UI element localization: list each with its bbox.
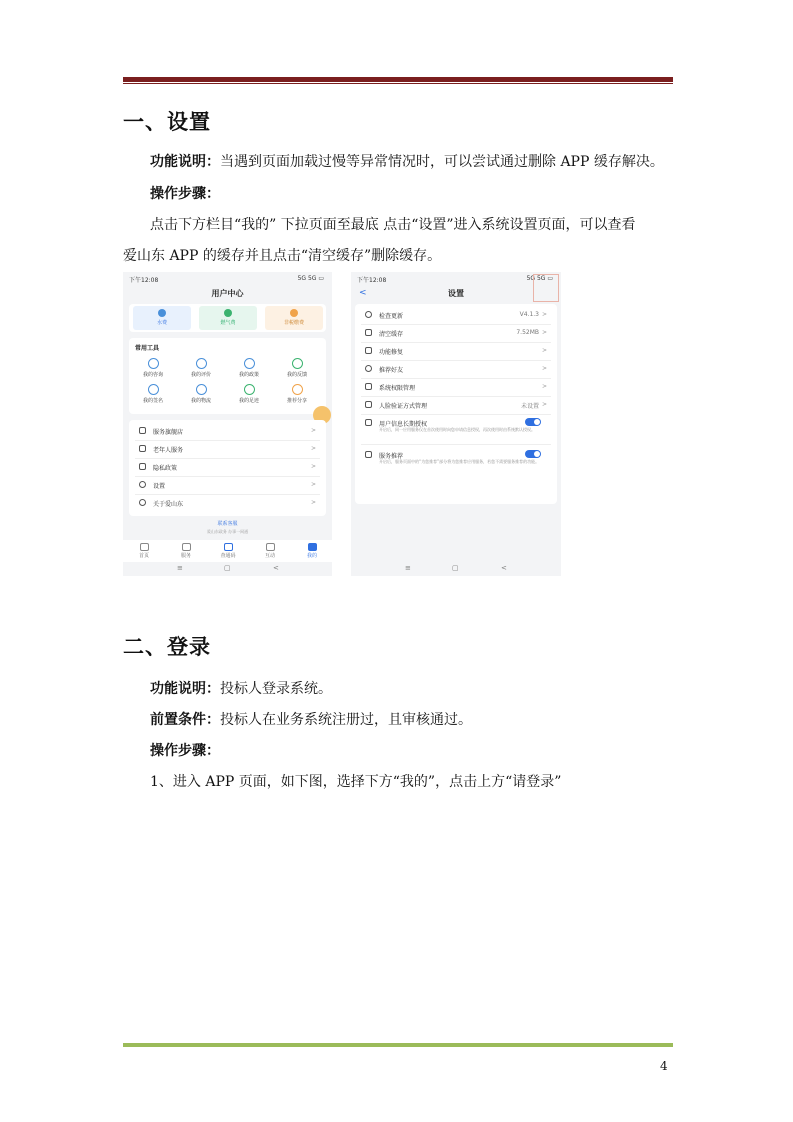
header-rule-thin: [123, 83, 673, 84]
status-signal: 5G 5G ▭: [526, 275, 553, 282]
tab-home[interactable]: 首页: [129, 543, 159, 559]
menu-card: [129, 420, 326, 516]
payment-card: [129, 304, 326, 332]
tool-logistics[interactable]: 我的物流: [181, 384, 221, 404]
header-rule: [123, 77, 673, 82]
user-icon: [308, 543, 317, 551]
back-nav-icon[interactable]: <: [501, 564, 507, 572]
menu-item-about[interactable]: 关于爱山东 >: [135, 494, 320, 512]
settings-card: [355, 304, 557, 504]
tab-mine[interactable]: 我的: [297, 543, 327, 559]
settings-check-update[interactable]: 检查更新 V4.1.3 >: [361, 306, 551, 325]
flame-icon: [224, 309, 232, 317]
settings-repair[interactable]: 功能修复 >: [361, 342, 551, 361]
func-text: 当遇到页面加载过慢等异常情况时，可以尝试通过删除 APP 缓存解决。: [220, 154, 664, 170]
tab-service[interactable]: 服务: [171, 543, 201, 559]
page-title: 设置: [448, 289, 464, 298]
tab-interact[interactable]: 互动: [255, 543, 285, 559]
settings-service-recommend: 服务推荐 开启后，服务页面中的“为您推荐”部分将为您推荐应用服务，若您不需要服务推荐的功能。: [361, 446, 551, 476]
steps-line-1: 点击下方栏目“我的” 下拉页面至最底 点击“设置”进入系统设置页面，可以查看: [150, 217, 636, 233]
person-icon: [365, 365, 372, 372]
water-drop-icon: [158, 309, 166, 317]
store-icon: [139, 427, 146, 434]
qr-icon: [224, 543, 233, 551]
truck-icon: [196, 384, 207, 395]
menu-item-elderly-service[interactable]: 老年人服务 >: [135, 440, 320, 459]
auth-description: 开启后，同一应用服务仅在首次使用时向您申请信息授权，再次使用时由系统默认授权。: [379, 427, 535, 432]
settings-long-term-auth: 用户信息长期授权 开启后，同一应用服务仅在首次使用时向您申请信息授权，再次使用时由系统默认授权。: [361, 414, 551, 445]
login-steps-label: 操作步骤：: [150, 743, 220, 759]
settings-recommend-friend[interactable]: 推荐好友 >: [361, 360, 551, 379]
tool-feedback[interactable]: 我的反馈: [277, 358, 317, 378]
home-icon: [140, 543, 149, 551]
settings-clear-cache[interactable]: 清空缓存 7.52MB >: [361, 324, 551, 343]
status-time: 下午12:08: [357, 277, 387, 284]
settings-face-verify[interactable]: 人脸验证方式管理 未设置 >: [361, 396, 551, 415]
system-nav-bar: [123, 562, 332, 576]
back-button[interactable]: <: [359, 288, 367, 298]
page-number: 4: [660, 1059, 668, 1073]
house-icon: [365, 451, 372, 458]
water-bill-button[interactable]: 水费: [133, 306, 191, 330]
tax-payment-button[interactable]: 非税缴费: [265, 306, 323, 330]
settings-permissions[interactable]: 系统权限管理 >: [361, 378, 551, 397]
info-icon: [139, 499, 146, 506]
home-nav-icon[interactable]: ▢: [224, 564, 231, 572]
menu-item-flagship-store[interactable]: 服务旗舰店 >: [135, 422, 320, 441]
tab-code[interactable]: 查通码: [213, 543, 243, 559]
tool-policy[interactable]: 我的政策: [229, 358, 269, 378]
contact-service-link[interactable]: 联系客服: [217, 521, 238, 527]
section-heading-login: 二、登录: [123, 635, 211, 659]
recommend-description: 开启后，服务页面中的“为您推荐”部分将为您推荐应用服务，若您不需要服务推荐的功能。: [379, 459, 540, 464]
back-nav-icon[interactable]: <: [273, 564, 279, 572]
precondition-label: 前置条件：: [150, 712, 220, 728]
menu-nav-icon[interactable]: ≡: [177, 564, 183, 572]
chat-icon: [148, 358, 159, 369]
elderly-icon: [139, 445, 146, 452]
system-nav-bar: [351, 562, 561, 576]
func-label: 功能说明：: [150, 681, 220, 697]
tool-signature[interactable]: 我的签名: [133, 384, 173, 404]
service-icon: [182, 543, 191, 551]
gear-icon: [139, 481, 146, 488]
broom-icon: [365, 329, 372, 336]
tools-card: [129, 338, 326, 414]
func-text: 投标人登录系统。: [220, 681, 332, 697]
tool-consult[interactable]: 我的咨询: [133, 358, 173, 378]
footprint-icon: [244, 384, 255, 395]
permission-icon: [365, 383, 372, 390]
share-icon: [292, 384, 303, 395]
pen-icon: [148, 384, 159, 395]
func-desc-paragraph: [150, 152, 664, 172]
tool-footprint[interactable]: 我的足迹: [229, 384, 269, 404]
coin-icon: [290, 309, 298, 317]
func-label: 功能说明：: [150, 154, 220, 170]
tool-review[interactable]: 我的评价: [181, 358, 221, 378]
screenshot-settings: [351, 272, 561, 576]
home-nav-icon[interactable]: ▢: [452, 564, 459, 572]
calendar-icon: [365, 419, 372, 426]
slogan: 爱山东政务 办事一网通: [206, 529, 249, 534]
face-scan-icon: [365, 401, 372, 408]
steps-label: 操作步骤：: [150, 186, 220, 202]
precondition-paragraph: [150, 710, 472, 730]
status-bar: [351, 272, 561, 286]
status-time: 下午12:08: [129, 277, 159, 284]
document-icon: [244, 358, 255, 369]
precondition-text: 投标人在业务系统注册过，且审核通过。: [220, 712, 472, 728]
feedback-icon: [292, 358, 303, 369]
status-signal: 5G 5G ▭: [297, 275, 324, 282]
repair-icon: [365, 347, 372, 354]
gas-bill-button[interactable]: 燃气费: [199, 306, 257, 330]
screenshot-user-center: [123, 272, 332, 576]
menu-item-privacy[interactable]: 隐私政策 >: [135, 458, 320, 477]
steps-line-2: 爱山东 APP 的缓存并且点击“清空缓存”删除缓存。: [123, 248, 442, 264]
bottom-tab-bar: [123, 540, 332, 562]
privacy-icon: [139, 463, 146, 470]
auth-toggle[interactable]: [525, 418, 541, 426]
section-heading-settings: 一、设置: [123, 110, 211, 134]
menu-nav-icon[interactable]: ≡: [405, 564, 411, 572]
login-func-paragraph: [150, 679, 332, 699]
update-icon: [365, 311, 372, 318]
star-icon: [196, 358, 207, 369]
recommend-toggle[interactable]: [525, 450, 541, 458]
tool-share[interactable]: 推荐分享: [277, 384, 317, 404]
login-step-1: 1、进入 APP 页面，如下图，选择下方“我的”，点击上方“请登录”: [150, 774, 562, 790]
tools-title: 常用工具: [135, 345, 160, 352]
menu-item-settings[interactable]: 设置 >: [135, 476, 320, 495]
status-bar: [123, 272, 332, 286]
page-title: 用户中心: [211, 289, 244, 298]
chat-bubble-icon: [266, 543, 275, 551]
footer-rule: [123, 1043, 673, 1047]
